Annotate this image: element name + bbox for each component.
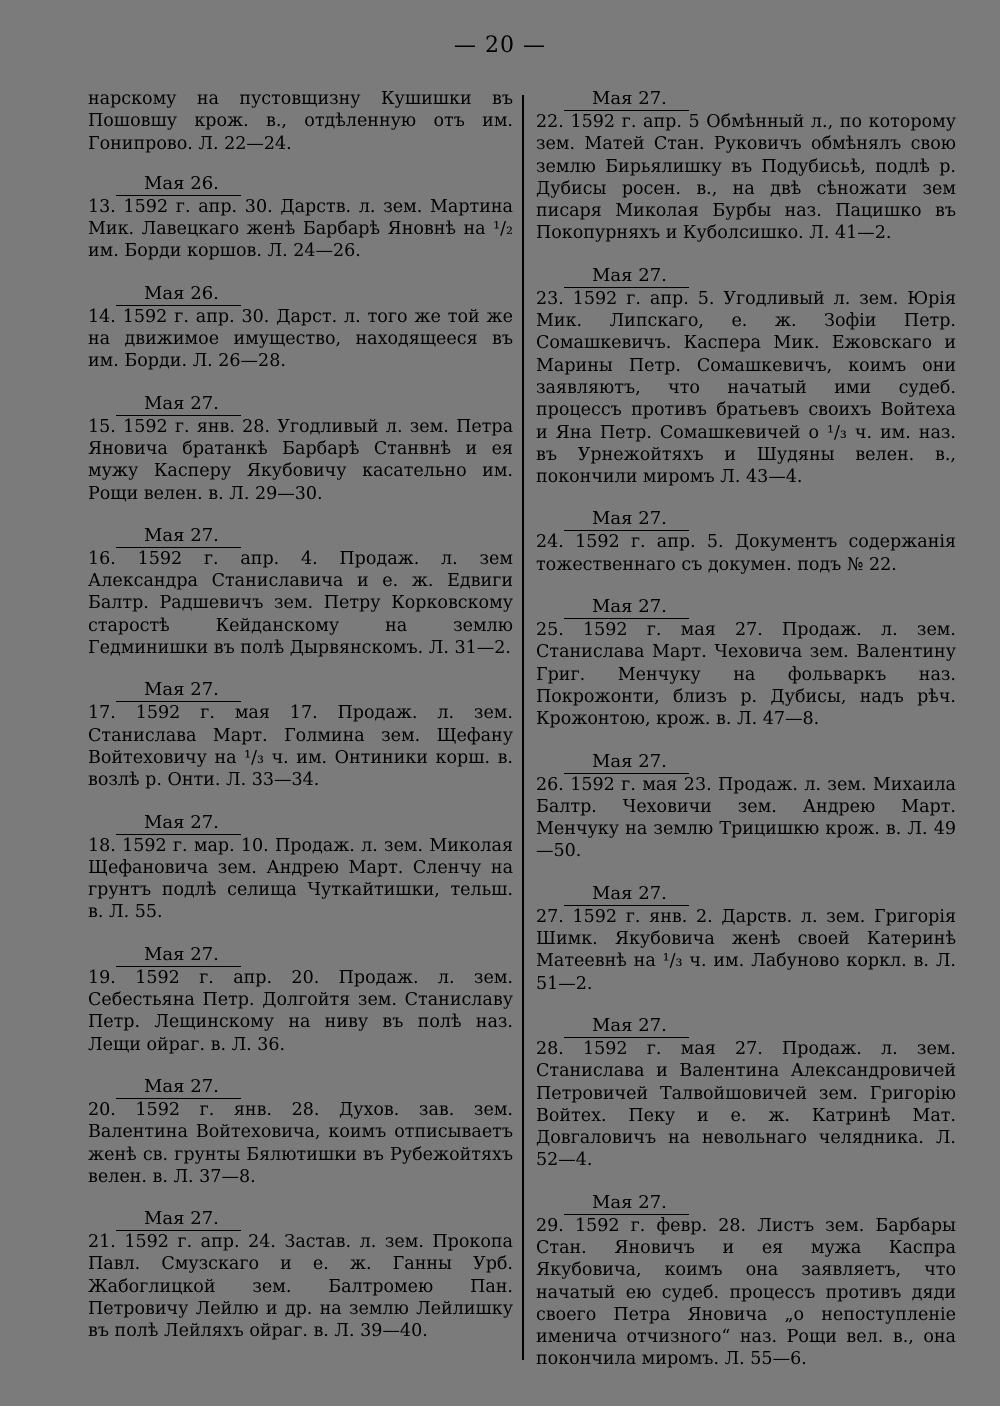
entry [536, 508, 956, 576]
entry [88, 1208, 513, 1342]
entry-date: Мая 27. [592, 1014, 667, 1036]
entry [88, 944, 513, 1056]
entry [88, 1076, 513, 1188]
entry [88, 679, 513, 791]
entry-text: 28. 1592 г. мая 27. Продаж. л. зем. Станислава и Валентина Александровичей Петровичей Талвойшовичей зем. Григорію Войтех. Пеку и е. ж. Катринѣ Мат. Довгаловичъ на невольнаго челядника. Л. 52—4. [536, 1038, 956, 1171]
entry-date: Мая 27. [144, 392, 219, 414]
column-divider [522, 95, 524, 1360]
entry [536, 751, 956, 863]
entry [536, 596, 956, 730]
entry [536, 88, 956, 245]
entry-text: 15. 1592 г. янв. 28. Угодливый л. зем. Петра Яновича братанкѣ Барбарѣ Станвнѣ и ея мужу Касперу Якубовичу касательно им. Рощи велен. в. Л. 29—30. [88, 416, 513, 504]
left-column [88, 88, 513, 1363]
page-number: — 20 — [454, 33, 546, 58]
entry-text: 13. 1592 г. апр. 30. Дарств. л. зем. Мартина Мик. Лавецкаго женѣ Барбарѣ Яновнѣ на ¹/₂ им. Борди коршов. Л. 24—26. [88, 196, 513, 262]
entry-text: 29. 1592 г. февр. 28. Листъ зем. Барбары Стан. Яновичъ и ея мужа Каспра Якубовича, коимъ она заявляетъ, что начатый ею судеб. процессъ противъ дяди своего Петра Яновича „о непоступленіе именича отчизного“ наз. Рощи вел. в., она покончила миромъ. Л. 55—6. [536, 1215, 956, 1370]
entry-date: Мая 26. [144, 172, 219, 194]
entry-date: Мая 27. [592, 508, 667, 530]
entry-text: 14. 1592 г. апр. 30. Дарст. л. того же той же на движимое имущество, находящееся въ им. Борди. Л. 26—28. [88, 306, 513, 372]
entry-date: Мая 27. [144, 679, 219, 701]
entry [536, 265, 956, 489]
entry-text: 27. 1592 г. янв. 2. Дарств. л. зем. Григорія Шимк. Якубовича женѣ своей Катеринѣ Матеевнѣ на ¹/₃ ч. им. Лабуново коркл. в. Л. 51—2. [536, 906, 956, 994]
entry [536, 883, 956, 995]
entry-date: Мая 27. [592, 750, 667, 772]
entry-text: 19. 1592 г. апр. 20. Продаж. л. зем. Себестьяна Петр. Долгойтя зем. Станиславу Петр. Лещинскому на ниву въ полѣ наз. Лещи ойраг. в. Л. 36. [88, 967, 513, 1055]
entry-date: Мая 27. [144, 943, 219, 965]
entry-date: Мая 27. [144, 811, 219, 833]
intro-text: нарскому на пустовщизну Кушишки въ Пошовшу крож. в., отдѣленную отъ им. Гонипрово. Л. 22—24. [88, 89, 513, 154]
entry [536, 1192, 956, 1371]
entry-text: 23. 1592 г. апр. 5. Угодливый л. зем. Юрія Мик. Липскаго, е. ж. Зофіи Петр. Сомашкевичъ. Каспера Мик. Ежовскаго и Марины Петр. Сомашкевичъ, коимъ они заявляютъ, что начатый ими судеб. процессъ противъ братьевъ своихъ Войтеха и Яна Петр. Сомашкевичей о ¹/₃ ч. им. наз. въ Урнежойтяхъ и Шудяны велен. в., покончили миромъ Л. 43—4. [536, 288, 956, 488]
entry-text: 24. 1592 г. апр. 5. Документъ содержанія тожественнаго съ докумен. подъ № 22. [536, 532, 956, 575]
entry [536, 1015, 956, 1172]
entry-date: Мая 27. [592, 88, 667, 109]
entry-date: Мая 27. [144, 1208, 219, 1230]
right-column [536, 88, 956, 1391]
entry-date: Мая 27. [144, 1075, 219, 1097]
entry-text: 16. 1592 г. апр. 4. Продаж. л. зем Александра Станиславича и е. ж. Едвиги Балтр. Радшевичъ зем. Петру Корковскому старостѣ Кейданскому на землю Гедминишки въ полѣ Дырвянскомъ. Л. 31—2. [88, 548, 513, 659]
entry-date: Мая 27. [592, 264, 667, 286]
entry [88, 283, 513, 373]
entry [88, 812, 513, 924]
entry-text: 21. 1592 г. апр. 24. Застав. л. зем. Прокопа Павл. Смузскаго и е. ж. Ганны Урб. Жабоглицкой зем. Балтромею Пан. Петровичу Лейлю и др. на землю Лейлишку въ полѣ Лейляхъ ойраг. в. Л. 39—40. [88, 1232, 513, 1342]
entry-text: 26. 1592 г. мая 23. Продаж. л. зем. Михаила Балтр. Чеховичи зем. Андрею Март. Менчуку на землю Трицишкю крож. в. Л. 49—50. [536, 774, 956, 862]
entry [88, 393, 513, 505]
entry-text: 25. 1592 г. мая 27. Продаж. л. зем. Станислава Март. Чеховича зем. Валентину Григ. Менчуку на фольваркъ наз. Покрожонти, близъ р. Дубисы, надъ рѣч. Крожонтою, крож. в. Л. 47—8. [536, 620, 956, 730]
entry-text: 22. 1592 г. апр. 5 Обмѣнный л., по которому зем. Матей Стан. Руковичъ обмѣнялъ свою землю Бирьялишку въ Подубисьѣ, подлѣ р. Дубисы росен. в., на двѣ сѣножати зем писаря Миколая Бурбы наз. Пацишко въ Покопурняхъ и Куболсишко. Л. 41—2. [536, 112, 956, 244]
entry-date: Мая 26. [144, 282, 219, 304]
entry-date: Мая 27. [592, 596, 667, 618]
entry [88, 173, 513, 263]
entry [88, 525, 513, 659]
entry-text: 17. 1592 г. мая 17. Продаж. л. зем. Станислава Март. Голмина зем. Щефану Войтеховичу на ¹/₃ ч. им. Онтиники корш. в. возлѣ р. Онти. Л. 33—34. [88, 703, 513, 791]
entry-date: Мая 27. [144, 524, 219, 546]
entry-text: 18. 1592 г. мар. 10. Продаж. л. зем. Миколая Щефановича зем. Андрею Март. Сленчу на грунтъ подлѣ селища Чуткайтишки, тельш. в. Л. 55. [88, 835, 513, 923]
entry-text: 20. 1592 г. янв. 28. Духов. зав. зем. Валентина Войтеховича, коимъ отписываетъ женѣ св. грунты Бялютишки въ Рубежойтяхъ велен. в. Л. 37—8. [88, 1099, 513, 1187]
intro-block [88, 88, 513, 155]
entry-date: Мая 27. [592, 1191, 667, 1213]
entry-date: Мая 27. [592, 882, 667, 904]
